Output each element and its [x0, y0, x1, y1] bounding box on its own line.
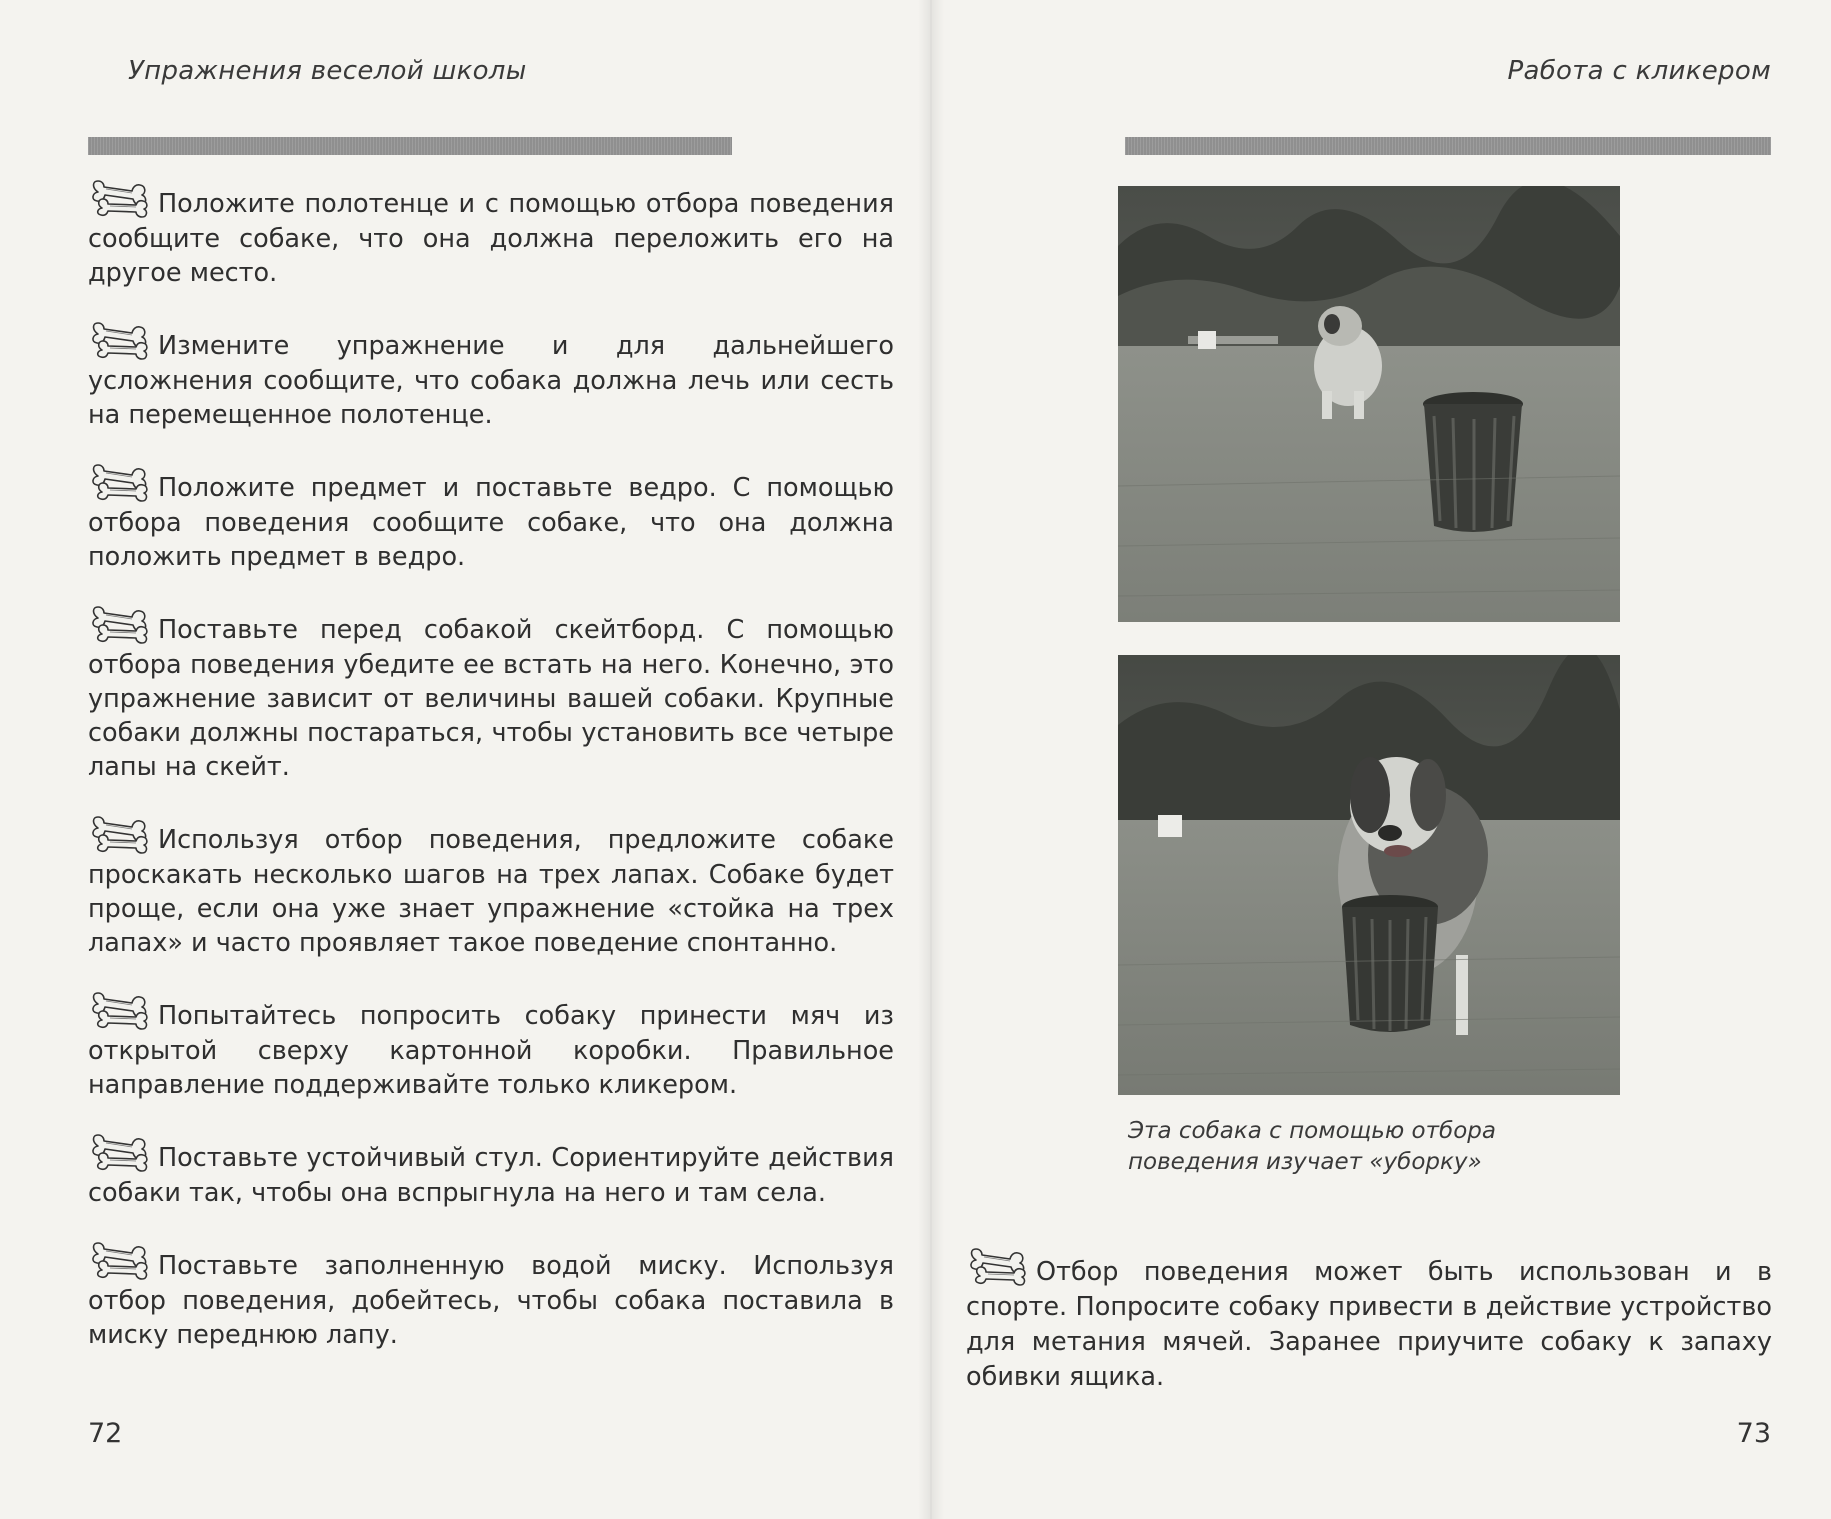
exercise-item — [88, 320, 894, 432]
exercise-text: Поставьте перед собакой скейтборд. С помощью отбора поведения убедите ее встать на него. Конечно, это упражнение зависит от величины вашей собаки. Крупные собаки должны постараться, чтобы установить все четыре лапы на скейт. — [88, 615, 894, 782]
photo-dog-with-bin — [1118, 655, 1620, 1095]
page-number-left: 72 — [88, 1418, 123, 1449]
running-head-right: Работа с кликером — [1507, 56, 1771, 86]
bone-bullet-icon — [966, 1246, 1032, 1290]
photo-dog-approaching-bin — [1118, 186, 1620, 622]
exercise-item — [966, 1246, 1772, 1395]
exercise-item — [88, 462, 894, 574]
photo-caption — [1128, 1116, 1648, 1178]
bone-bullet-icon — [88, 1240, 154, 1284]
exercise-text: Измените упражнение и для дальнейшего усложнения сообщите, что собака должна лечь или сесть на перемещенное полотенце. — [88, 331, 894, 430]
header-rule-right — [1125, 137, 1771, 155]
bone-bullet-icon — [88, 178, 154, 222]
page-number-right: 73 — [1736, 1418, 1771, 1449]
right-page — [930, 0, 1831, 1519]
exercise-text: Положите предмет и поставьте ведро. С помощью отбора поведения сообщите собаке, что она должна положить предмет в ведро. — [88, 473, 894, 572]
exercise-item — [88, 604, 894, 784]
exercise-item — [88, 814, 894, 960]
exercise-text: Используя отбор поведения, предложите собаке проскакать несколько шагов на трех лапах. Собаке будет проще, если она уже знает упражнение «стойка на трех лапах» и часто проявляет такое поведение спонтанно. — [88, 825, 894, 958]
bone-bullet-icon — [88, 990, 154, 1034]
exercise-item — [88, 1240, 894, 1352]
exercise-text: Отбор поведения может быть использован и в спорте. Попросите собаку привести в действие устройство для метания мячей. Заранее приучите собаку к запаху обивки ящика. — [966, 1256, 1772, 1392]
bone-bullet-icon — [88, 320, 154, 364]
exercise-text: Поставьте заполненную водой миску. Используя отбор поведения, добейтесь, чтобы собака поставила в миску переднюю лапу. — [88, 1251, 894, 1350]
exercise-item — [88, 990, 894, 1102]
exercise-item — [88, 178, 894, 290]
running-head-left: Упражнения веселой школы — [128, 56, 527, 86]
bone-bullet-icon — [88, 604, 154, 648]
exercise-list — [88, 178, 894, 1382]
bone-bullet-icon — [88, 814, 154, 858]
exercise-text: Попытайтесь попросить собаку принести мяч из открытой сверху картонной коробки. Правильное направление поддерживайте только кликером. — [88, 1001, 894, 1100]
caption-line: Эта собака с помощью отбора — [1128, 1118, 1496, 1144]
exercise-text: Положите полотенце и с помощью отбора поведения сообщите собаке, что она должна переложить его на другое место. — [88, 189, 894, 288]
bone-bullet-icon — [88, 462, 154, 506]
bone-bullet-icon — [88, 1132, 154, 1176]
caption-line: поведения изучает «уборку» — [1128, 1149, 1482, 1175]
exercise-item — [88, 1132, 894, 1210]
header-rule-left — [88, 137, 732, 155]
exercise-text: Поставьте устойчивый стул. Сориентируйте действия собаки так, чтобы она вспрыгнула на него и там села. — [88, 1143, 894, 1208]
